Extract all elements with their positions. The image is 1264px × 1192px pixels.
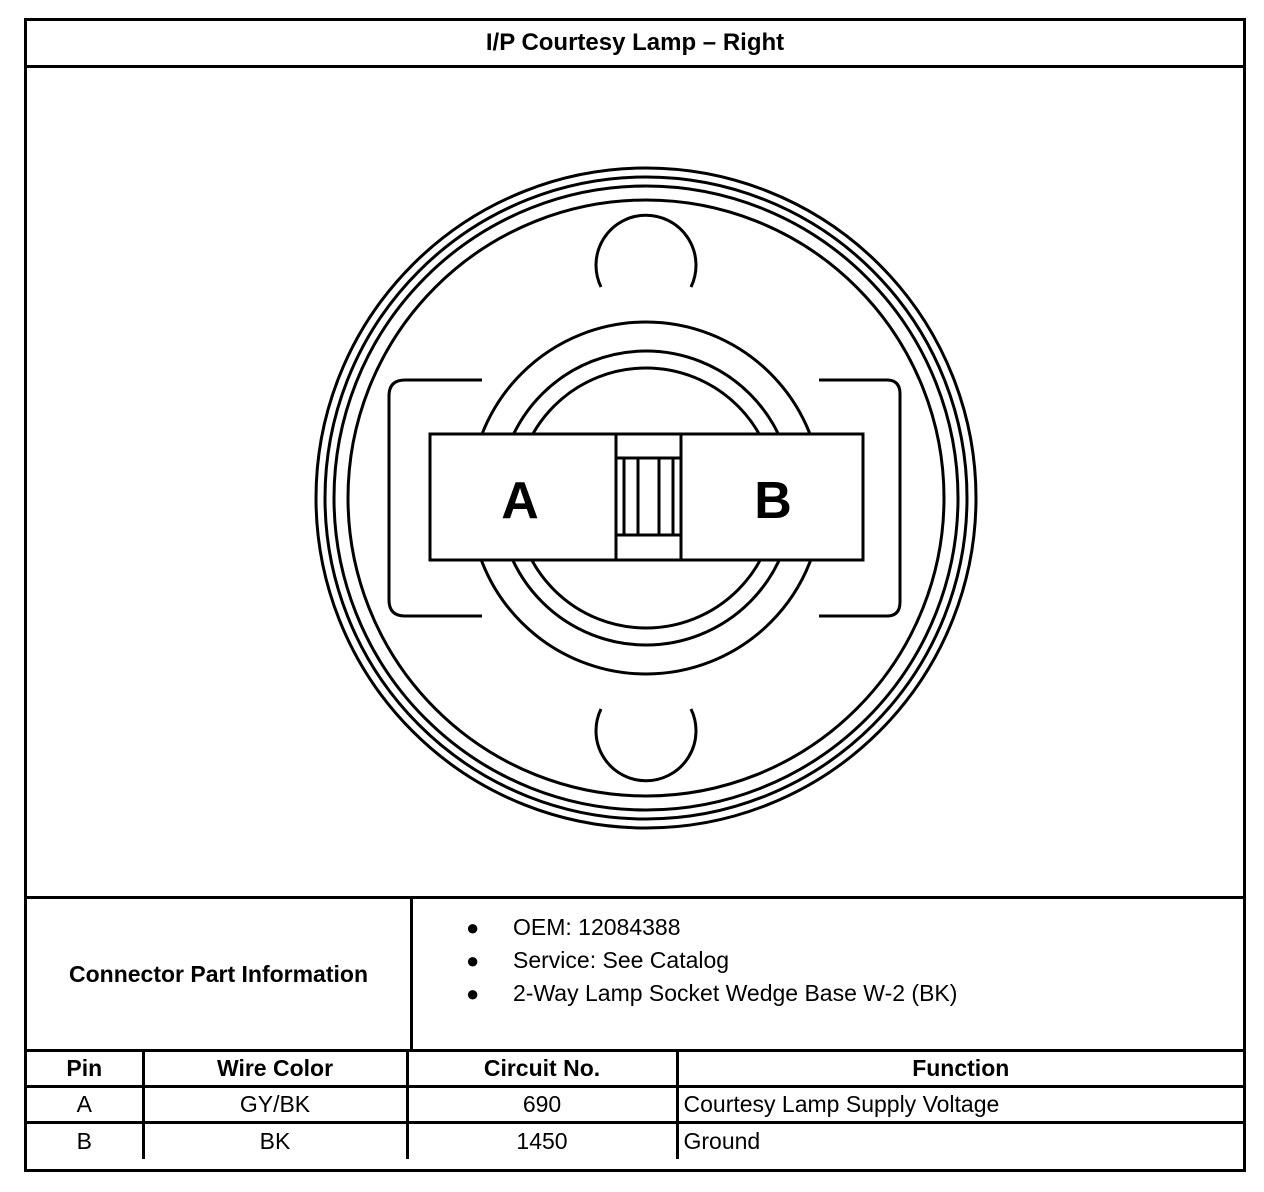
part-info-item xyxy=(413,944,1243,977)
part-info-text: 2-Way Lamp Socket Wedge Base W-2 (BK) xyxy=(513,980,958,1006)
part-info-text: Service: See Catalog xyxy=(513,947,730,973)
part-info-item xyxy=(413,977,1243,1010)
bullet-icon: ● xyxy=(466,981,480,1006)
bullet-icon: ● xyxy=(466,915,480,940)
cell-circuit: 690 xyxy=(407,1087,677,1123)
cell-wire-color: GY/BK xyxy=(143,1087,407,1123)
part-info-section xyxy=(27,896,1243,1049)
cell-function: Ground xyxy=(677,1123,1243,1159)
col-header-circuit: Circuit No. xyxy=(407,1051,677,1087)
part-info-label: Connector Part Information xyxy=(27,899,413,1049)
pin-label-a: A xyxy=(501,472,539,530)
cell-function: Courtesy Lamp Supply Voltage xyxy=(677,1087,1243,1123)
connector-sheet xyxy=(24,18,1246,1172)
bottom-key xyxy=(596,709,696,781)
table-row xyxy=(27,1123,1243,1159)
connector-diagram xyxy=(27,68,1243,896)
page-title: I/P Courtesy Lamp – Right xyxy=(27,21,1243,68)
terminal-block xyxy=(430,434,863,560)
part-info-list xyxy=(413,899,1243,1061)
col-header-wire-color: Wire Color xyxy=(143,1051,407,1087)
part-info-item xyxy=(413,911,1243,944)
cell-pin: A xyxy=(27,1087,143,1123)
table-row xyxy=(27,1087,1243,1123)
top-key xyxy=(596,215,696,287)
col-header-pin: Pin xyxy=(27,1051,143,1087)
pin-table xyxy=(27,1049,1243,1159)
cell-circuit: 1450 xyxy=(407,1123,677,1159)
table-header-row xyxy=(27,1051,1243,1087)
bullet-icon: ● xyxy=(466,948,480,973)
part-info-text: OEM: 12084388 xyxy=(513,914,681,940)
connector-face-drawing xyxy=(27,68,1243,896)
pin-label-b: B xyxy=(754,472,792,530)
cell-wire-color: BK xyxy=(143,1123,407,1159)
col-header-function: Function xyxy=(677,1051,1243,1087)
cell-pin: B xyxy=(27,1123,143,1159)
